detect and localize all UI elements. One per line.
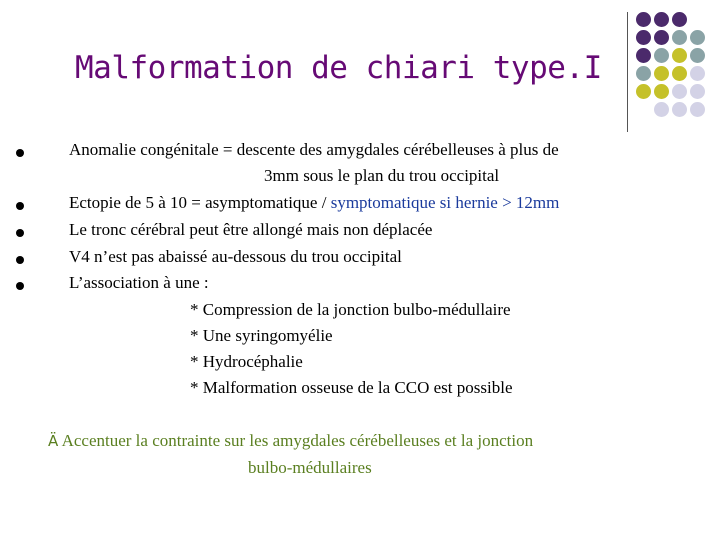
sub-item-4: * Malformation osseuse de la CCO est possible — [190, 378, 513, 397]
sub-item-3: * Hydrocéphalie — [190, 352, 303, 371]
decor-dot — [690, 84, 705, 99]
decor-dot — [672, 12, 687, 27]
conclusion-line-1 — [48, 431, 533, 451]
decor-divider — [627, 12, 628, 132]
bullet-item-3: Le tronc cérébral peut être allongé mais non déplacée — [69, 220, 433, 239]
conclusion-text-1: Accentuer la contrainte sur les amygdales cérébelleuses et la jonction — [58, 431, 534, 450]
sub-item-2: * Une syringomyélie — [190, 326, 333, 345]
bullet-item-5: L’association à une : — [69, 273, 209, 292]
bullet-item-2-text: Ectopie de 5 à 10 = asymptomatique / — [69, 193, 331, 212]
bullet-item-2-highlight: symptomatique si hernie > 12mm — [330, 193, 560, 212]
decor-dot — [654, 66, 669, 81]
decor-dot — [636, 48, 651, 63]
bullet-dot — [16, 149, 24, 157]
decor-dot — [672, 30, 687, 45]
decor-dot — [672, 84, 687, 99]
decor-dot — [636, 12, 651, 27]
sub-item-1: * Compression de la jonction bulbo-médullaire — [190, 300, 511, 319]
decor-dot — [654, 48, 669, 63]
decor-dot — [636, 84, 651, 99]
bullet-dot — [16, 202, 24, 210]
decor-dot — [654, 30, 669, 45]
decor-dot — [672, 66, 687, 81]
bullet-dot — [16, 229, 24, 237]
bullet-item-4: V4 n’est pas abaissé au-dessous du trou occipital — [69, 247, 402, 266]
decor-dot — [654, 84, 669, 99]
decor-dot — [654, 12, 669, 27]
decor-dot — [636, 66, 651, 81]
conclusion-line-2: bulbo-médullaires — [248, 458, 372, 477]
decor-dot — [690, 48, 705, 63]
decor-dot — [672, 102, 687, 117]
bullet-item-1-cont: 3mm sous le plan du trou occipital — [264, 166, 500, 185]
bullet-dot — [16, 256, 24, 264]
slide-title: Malformation de chiari type.I — [75, 50, 602, 86]
arrow-icon: Ä — [48, 432, 59, 450]
decor-dot — [636, 30, 651, 45]
decor-dot — [690, 30, 705, 45]
decor-dot — [690, 66, 705, 81]
decor-dot — [690, 102, 705, 117]
bullet-item-2 — [69, 193, 559, 213]
bullet-dot — [16, 282, 24, 290]
decor-dot — [654, 102, 669, 117]
decor-dot — [672, 48, 687, 63]
bullet-item-1: Anomalie congénitale = descente des amygdales cérébelleuses à plus de — [69, 140, 559, 159]
